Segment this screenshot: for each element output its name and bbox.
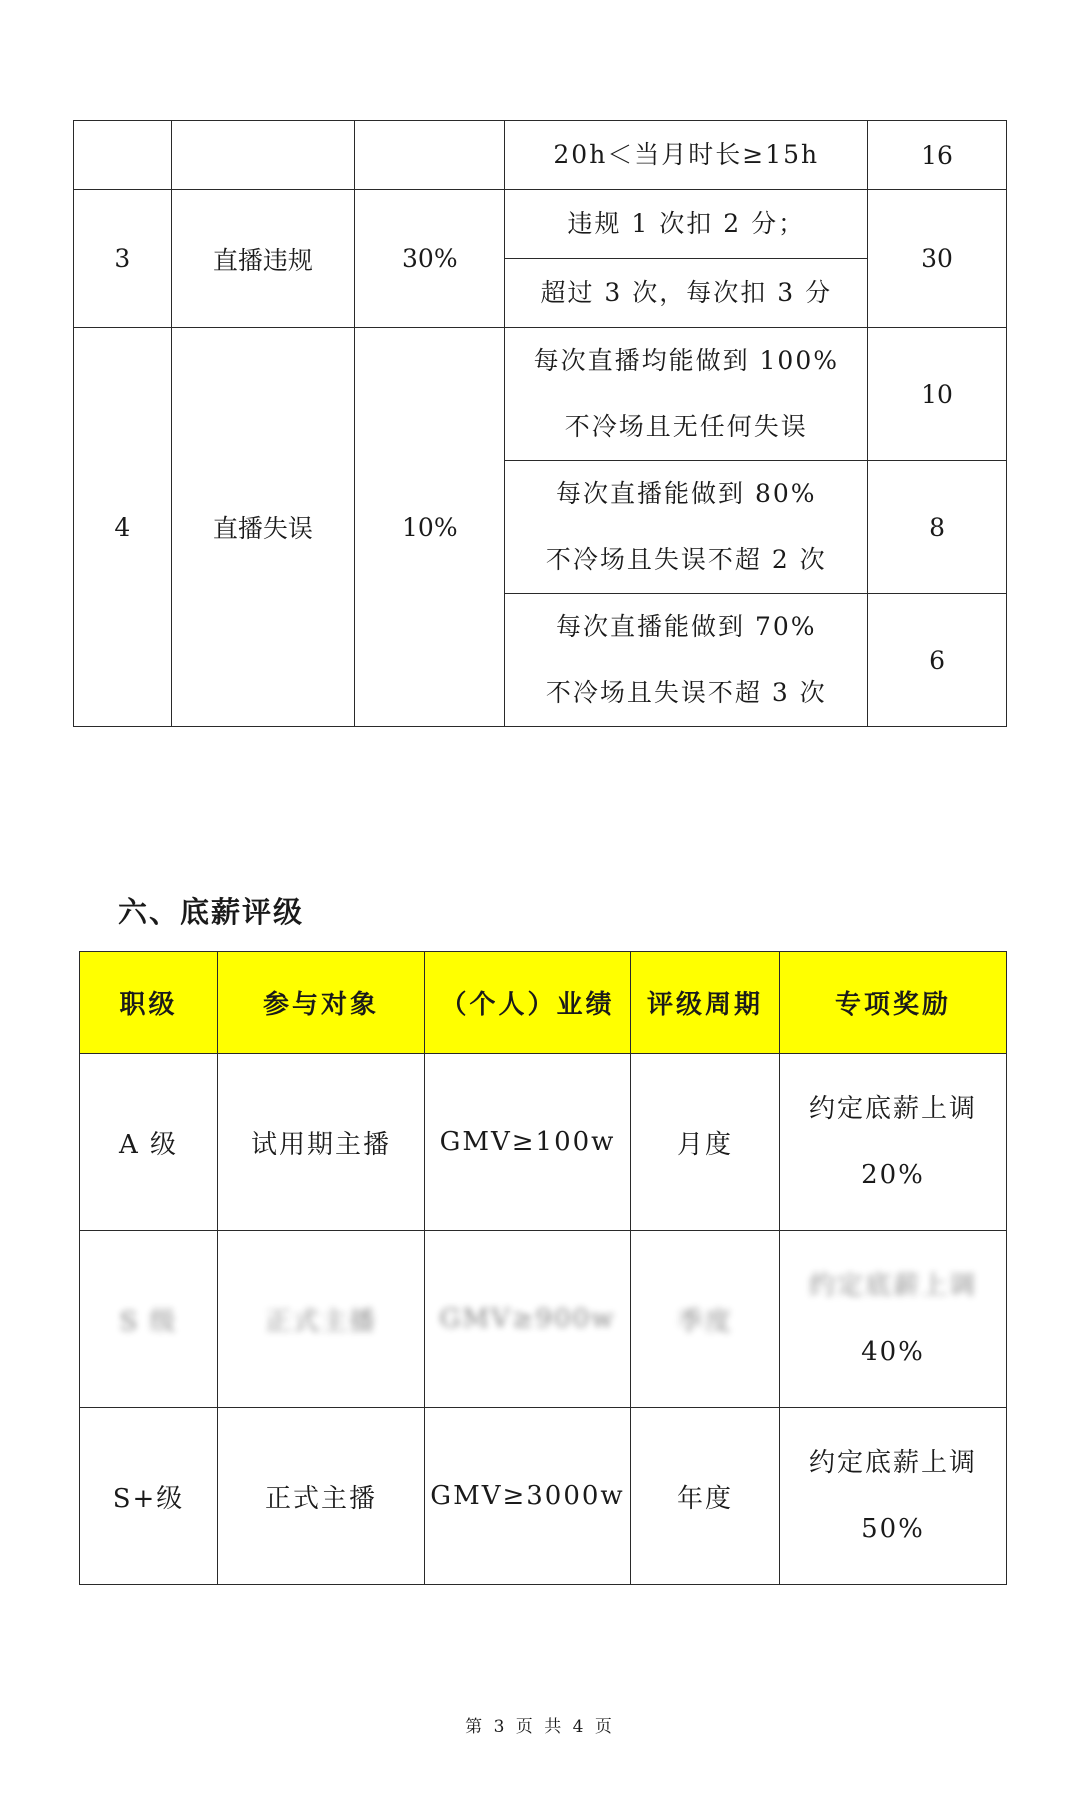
level-text: A 级 [118, 1129, 179, 1160]
criteria-line: 不冷场且失误不超 2 次 [545, 545, 827, 574]
cell-criteria [505, 461, 868, 594]
criteria-line: 不冷场且无任何失误 [564, 412, 808, 441]
period-text: 年度 [676, 1483, 733, 1514]
reward-text: 约定底薪上调 [808, 1448, 977, 1478]
header-target: 参与对象 [218, 952, 425, 1054]
cell-score [868, 328, 1007, 461]
cell-weight [355, 190, 505, 328]
score-text: 6 [929, 645, 945, 675]
cell-performance [425, 1231, 631, 1408]
target-text: 试用期主播 [250, 1129, 391, 1160]
criteria-line: 每次直播均能做到 100% [533, 346, 839, 375]
criteria-text: 违规 1 次扣 2 分； [567, 209, 806, 238]
reward-text: 约定底薪上调 [808, 1094, 977, 1124]
cell-period [631, 1054, 780, 1231]
cell-target [218, 1408, 425, 1585]
table-row [80, 1408, 1007, 1585]
weight-value: 10% [402, 512, 458, 542]
cell-no [74, 121, 172, 190]
performance-text: GMV≥3000w [430, 1481, 625, 1511]
table-row [80, 1231, 1007, 1408]
cell-level [80, 1408, 218, 1585]
score-text: 16 [921, 140, 953, 170]
criteria-text: 20h＜当月时长≥15h [553, 140, 820, 169]
cell-period [631, 1231, 780, 1408]
level-text: S 级 [119, 1306, 178, 1337]
period-text: 月度 [676, 1129, 733, 1160]
item-name: 直播违规 [212, 245, 313, 275]
reward-percent: 50% [861, 1514, 925, 1544]
cell-criteria [505, 190, 868, 259]
cell-no [74, 328, 172, 727]
cell-target [218, 1231, 425, 1408]
criteria-line: 每次直播能做到 70% [556, 612, 817, 641]
header-period: 评级周期 [631, 952, 780, 1054]
level-text: S+级 [112, 1483, 185, 1514]
score-text: 10 [921, 379, 953, 409]
weight-value: 30% [402, 244, 458, 273]
score-text: 8 [929, 512, 945, 542]
cell-performance [425, 1054, 631, 1231]
table-header-row [80, 952, 1007, 1054]
salary-grade-table [79, 951, 1007, 1585]
table-row [74, 328, 1007, 461]
cell-level [80, 1231, 218, 1408]
cell-performance [425, 1408, 631, 1585]
reward-percent: 20% [861, 1160, 925, 1190]
performance-text: GMV≥900w [439, 1304, 616, 1334]
cell-score [868, 461, 1007, 594]
period-text: 季度 [676, 1306, 733, 1337]
criteria-line: 不冷场且失误不超 3 次 [545, 678, 827, 707]
cell-score [868, 594, 1007, 727]
header-level: 职级 [80, 952, 218, 1054]
cell-reward [780, 1054, 1007, 1231]
row-number: 4 [114, 512, 131, 542]
target-text: 正式主播 [264, 1483, 377, 1514]
scoring-table [73, 120, 1007, 727]
cell-item [171, 121, 355, 190]
section-title: 六、底薪评级 [118, 895, 305, 929]
criteria-text: 超过 3 次，每次扣 3 分 [540, 278, 833, 307]
cell-weight [355, 121, 505, 190]
reward-percent: 40% [861, 1337, 925, 1367]
target-text: 正式主播 [264, 1306, 377, 1337]
cell-score [868, 190, 1007, 328]
cell-item [171, 190, 355, 328]
table-row [74, 121, 1007, 190]
row-number: 3 [114, 244, 131, 273]
cell-reward [780, 1231, 1007, 1408]
cell-period [631, 1408, 780, 1585]
cell-criteria [505, 121, 868, 190]
cell-level [80, 1054, 218, 1231]
score-text: 30 [921, 244, 953, 273]
item-name: 直播失误 [212, 514, 313, 543]
header-performance: （个人）业绩 [425, 952, 631, 1054]
table-row [80, 1054, 1007, 1231]
cell-no [74, 190, 172, 328]
cell-criteria [505, 328, 868, 461]
performance-text: GMV≥100w [439, 1127, 616, 1157]
cell-score [868, 121, 1007, 190]
page-number: 第 3 页 共 4 页 [465, 1717, 615, 1737]
cell-criteria [505, 259, 868, 328]
criteria-line: 每次直播能做到 80% [556, 479, 817, 508]
cell-target [218, 1054, 425, 1231]
header-reward: 专项奖励 [780, 952, 1007, 1054]
table-row [74, 190, 1007, 259]
cell-weight [355, 328, 505, 727]
reward-text: 约定底薪上调 [808, 1271, 977, 1301]
cell-reward [780, 1408, 1007, 1585]
cell-criteria [505, 594, 868, 727]
cell-item [171, 328, 355, 727]
